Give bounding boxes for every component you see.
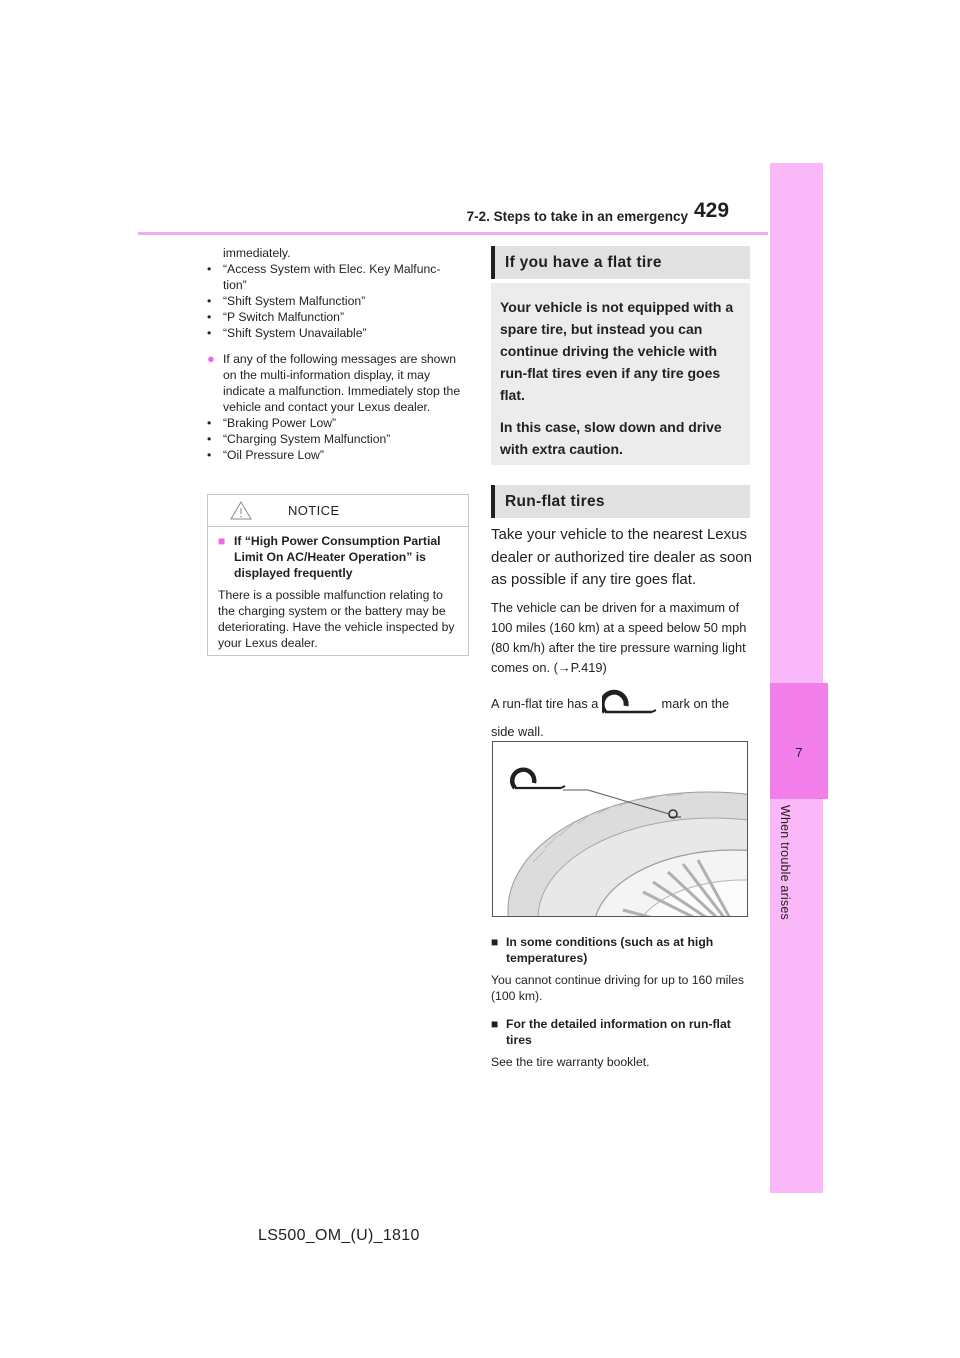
square-bullet-icon: ■ [218, 534, 226, 548]
notice-text: There is a possible malfunction relating to the charging system or the battery may be deteriorating. Have the vehicle inspected by your Lexus dealer. [218, 588, 455, 650]
bullet-paragraph: ● If any of the following messages are shown on the multi-information display, it may indicate a malfunction. Immediately stop the vehicle and contact your Lexus dealer. [207, 351, 461, 414]
list-item-continuation: tion” [223, 278, 247, 292]
notice-box [207, 494, 469, 656]
list-item: • “Charging System Malfunction” [207, 432, 391, 446]
list-item: • “Oil Pressure Low” [207, 448, 324, 462]
square-bullet-icon: ■ [491, 1017, 499, 1031]
side-tab-chapter-box[interactable] [770, 683, 828, 799]
run-flat-tires-heading: Run-flat tires [491, 485, 750, 518]
warning-triangle-icon [230, 501, 252, 525]
continuation-text: immediately. [223, 246, 291, 260]
square-bullet-icon: ■ [491, 935, 499, 949]
flat-tire-summary-box [491, 283, 750, 465]
take-vehicle-paragraph: Take your vehicle to the nearest Lexus dealer or authorized tire dealer as soon as possible if any tire goes flat. [491, 526, 752, 588]
notice-header [208, 495, 468, 527]
run-flat-mark-icon [602, 688, 658, 721]
note-heading: ■ In some conditions (such as at high temperatures) [491, 935, 714, 965]
list-item: • “Access System with Elec. Key Malfunc- [207, 262, 441, 276]
max-distance-paragraph: The vehicle can be driven for a maximum of 100 miles (160 km) at a speed below 50 mph (80 km/h) after the tire pressure warning light comes on. (→P.419) [491, 600, 747, 675]
page-number: 429 [694, 199, 730, 222]
note-heading: ■ For the detailed information on run-flat tires [491, 1017, 731, 1047]
note-text: See the tire warranty booklet. [491, 1055, 650, 1069]
list-item: • “Braking Power Low” [207, 416, 337, 430]
list-item: • “Shift System Malfunction” [207, 294, 366, 308]
bullet-dot-icon: ● [207, 351, 215, 366]
notes-section [491, 935, 753, 1084]
flat-tire-heading: If you have a flat tire [491, 246, 750, 279]
side-tab-band [770, 163, 823, 1193]
section-title: 7-2. Steps to take in an emergency [466, 209, 688, 224]
summary-paragraph: Your vehicle is not equipped with a spare tire, but instead you can continue driving the vehicle with run-flat tires even if any tire goes flat. [500, 299, 734, 403]
notice-label: NOTICE [288, 503, 340, 518]
list-item: • “Shift System Unavailable” [207, 326, 367, 340]
run-flat-mark-paragraph: A run-flat tire has a mark on the side wall. [491, 688, 753, 743]
side-tab-chapter-number: 7 [795, 745, 803, 760]
note-text: You cannot continue driving for up to 160 miles (100 km). [491, 973, 744, 1003]
footer-document-code: LS500_OM_(U)_1810 [258, 1227, 420, 1244]
header-rule [138, 232, 768, 235]
notice-body [208, 527, 468, 651]
list-item: • “P Switch Malfunction” [207, 310, 345, 324]
notice-heading: ■ If “High Power Consumption Partial Limit On AC/Heater Operation” is displayed frequently [218, 534, 441, 580]
summary-paragraph: In this case, slow down and drive with extra caution. [500, 419, 722, 457]
left-column [207, 245, 469, 463]
side-tab-chapter-title: When trouble arises [778, 805, 792, 920]
run-flat-tire-illustration [492, 741, 748, 917]
